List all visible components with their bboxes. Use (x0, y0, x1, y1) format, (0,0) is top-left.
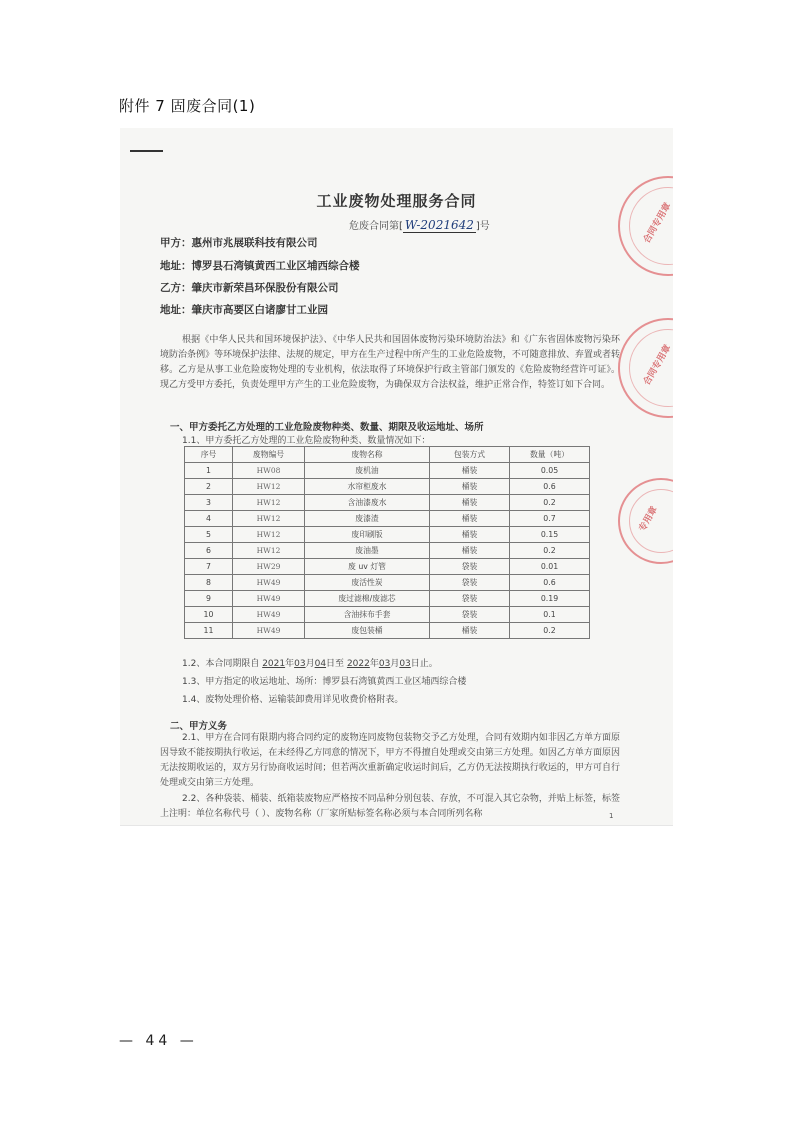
table-row: 9 HW49 废过滤棉/废滤芯 袋装 0.19 (185, 591, 590, 607)
section-2-2: 2.2、各种袋装、桶装、纸箱装废物应严格按不同品种分别包装、存放，不可混入其它杂物，并贴上标签，标签上注明：单位名称代号（ ）、废物名称（厂家所贴标签名称必须与本合同所列名称 (160, 794, 620, 819)
section-1-1: 1.1、甲方委托乙方处理的工业危险废物种类、数量情况如下： (182, 436, 431, 446)
party-a-address: 地址：博罗县石湾镇黄西工业区埔西综合楼 (160, 260, 360, 272)
table-row: 3 HW12 含油漆废水 桶装 0.2 (185, 495, 590, 511)
section-2-title: 二、甲方义务 (170, 721, 228, 732)
scan-page-number: 1 (609, 812, 614, 820)
company-seal-2: 合同专用章 (618, 318, 673, 418)
attachment-label: 附件 7 固废合同(1) (119, 97, 256, 115)
section-1-2: 1.2、本合同期限自 2021年03月04日至 2022年03月03日止。 (182, 659, 438, 669)
party-b-address: 地址：肇庆市高要区白诸廖甘工业园 (160, 304, 328, 316)
header-code: 废物编号 (233, 447, 305, 463)
scan-mark (130, 150, 163, 152)
table-row: 2 HW12 水帘柜废水 桶装 0.6 (185, 479, 590, 495)
handwritten-number: W-2021642 (404, 218, 474, 232)
section-1-title: 一、甲方委托乙方处理的工业危险废物种类、数量、期限及收运地址、场所 (170, 422, 484, 433)
table-header-row (185, 447, 590, 463)
header-quantity: 数量（吨） (510, 447, 590, 463)
header-packaging: 包装方式 (430, 447, 510, 463)
header-name: 废物名称 (305, 447, 430, 463)
header-index: 序号 (185, 447, 233, 463)
table-row: 11 HW49 废包装桶 桶装 0.2 (185, 623, 590, 639)
section-1-4: 1.4、废物处理价格、运输装卸费用详见收费价格附表。 (182, 695, 404, 705)
table-row: 10 HW49 含油抹布手套 袋装 0.1 (185, 607, 590, 623)
party-a-name: 甲方：惠州市兆展联科技有限公司 (160, 237, 318, 249)
table-row: 4 HW12 废漆渣 桶装 0.7 (185, 511, 590, 527)
table-row: 8 HW49 废活性炭 袋装 0.6 (185, 575, 590, 591)
page-footer-number: — 44 — (119, 1033, 198, 1049)
scanned-contract-page (120, 128, 673, 826)
company-seal-1: 合同专用章 (618, 176, 673, 276)
table-row: 5 HW12 废印刷版 桶装 0.15 (185, 527, 590, 543)
table-row: 7 HW29 废 uv 灯管 袋装 0.01 (185, 559, 590, 575)
waste-table (184, 446, 590, 639)
contract-number: 危废合同第[ W-2021642 ]号 (349, 218, 490, 232)
table-row: 1 HW08 废机油 桶装 0.05 (185, 463, 590, 479)
party-b-name: 乙方：肇庆市新荣昌环保股份有限公司 (160, 282, 339, 294)
company-seal-3: 专用章 (618, 478, 673, 564)
table-row: 6 HW12 废油墨 桶装 0.2 (185, 543, 590, 559)
contract-intro: 根据《中华人民共和国环境保护法》、《中华人民共和国固体废物污染环境防治法》和《广东省固体废物污染环境防治条例》等环境保护法律、法规的规定，甲方在生产过程中所产生的工业危险废物，不可随意排放、弃置或者转移。乙方是从事工业危险废物处理的专业机构，依法取得了环境保护行政主管部门颁发的《危险废物经营许可证》。现乙方受甲方委托，负责处理甲方产生的工业危险废物，为确保双方合法权益，维护正常合作，特签订如下合同。 (160, 335, 620, 390)
section-2-1: 2.1、甲方在合同有限期内将合同约定的废物连同废物包装物交予乙方处理，合同有效期内如非因乙方单方面原因导致不能按期执行收运，在未经得乙方同意的情况下，甲方不得擅自处理或交由第三方处理。如因乙方单方面原因无法按期收运的，双方另行协商收运时间；但若两次重新确定收运时间后，乙方仍无法按期执行收运的，甲方可自行处理或交由第三方处理。 (160, 733, 620, 788)
section-1-3: 1.3、甲方指定的收运地址、场所：博罗县石湾镇黄西工业区埔西综合楼 (182, 677, 467, 687)
contract-title: 工业废物处理服务合同 (316, 192, 477, 210)
